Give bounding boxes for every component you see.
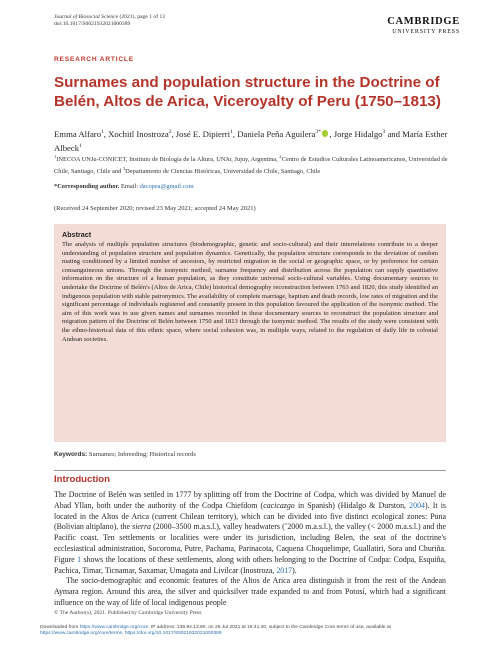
- cambridge-core-link[interactable]: https://www.cambridge.org/core: [79, 625, 149, 630]
- author-name: Daniela Peña Aguilera: [237, 128, 316, 139]
- citation-link[interactable]: 2004: [409, 500, 425, 510]
- author-name: María Esther Albeck: [54, 128, 448, 153]
- author-separator: ,: [171, 128, 176, 139]
- section-divider: [54, 470, 446, 471]
- article-title: Surnames and population structure in the Doctrine of Belén, Altos de Arica, Viceroyalty of Peru (1750–1813): [54, 74, 441, 110]
- citation-link[interactable]: 1: [77, 554, 82, 564]
- italic-term: sierra: [132, 522, 151, 532]
- author-name: José E. Dipierri: [175, 128, 231, 139]
- corresponding-label: *Corresponding author.: [54, 183, 120, 190]
- keywords-label: Keywords:: [54, 451, 88, 458]
- download-text-2: . IP address: 138.94.13.80, on 26 Jul 2021 at 15:41:40, subject to the Cambridge Core terms of use, available at: [148, 625, 391, 630]
- journal-meta: (2021), page 1 of 13: [118, 14, 166, 20]
- paragraph-text: ). It is located in the Altos de Arica (current Chilean territory), which can be divided into five distinct ecological zones: Puna (Bolivian altiplano), the: [54, 500, 446, 532]
- download-text-3: .: [122, 631, 125, 637]
- keywords: [54, 451, 196, 458]
- doi-link[interactable]: https://doi.org/10.1017/S0021932021000389: [124, 631, 222, 637]
- copyright-notice: © The Author(s), 2021. Published by Cambridge University Press: [54, 610, 202, 616]
- email-link[interactable]: dacopea@gmail.com: [139, 183, 194, 190]
- author-name: Emma Alfaro: [54, 128, 102, 139]
- publisher-logo-line1: CAMBRIDGE: [387, 16, 460, 27]
- paragraph-text: shows the locations of these settlements, along with others belonging to the Doctrine of Codpa: Codpa, Esquiña, Pachica, Timar, Ticnamar, Saxamar, Umagata and Livilcar (Inostroza,: [54, 554, 446, 575]
- author-name: Xochitl Inostroza: [108, 128, 169, 139]
- publisher-logo: [387, 17, 460, 35]
- author-separator: ,: [103, 128, 109, 139]
- corresponding-author: [54, 183, 194, 191]
- paragraph-text: in Spanish) (Hidalgo & Durston,: [294, 500, 410, 510]
- download-notice: [40, 625, 460, 638]
- author-list: [54, 126, 454, 154]
- author-affiliation-mark: 3: [382, 129, 386, 135]
- author-affiliation-mark: 3*: [315, 129, 321, 135]
- affiliations: [54, 153, 452, 176]
- download-text-1: Downloaded from: [40, 625, 80, 630]
- paragraph-text: The Doctrine of Belén was settled in 1777 by splitting off from the Doctrine of Codpa, which was divided by Manuel de Abad Yllan, both under the authority of the Codpa Chiefdom (: [54, 490, 446, 510]
- author-affiliation-mark: 1: [101, 129, 104, 135]
- article-type: RESEARCH ARTICLE: [54, 56, 134, 63]
- author-affiliation-mark: 1: [79, 142, 82, 149]
- affiliation-mark: 1: [54, 154, 57, 159]
- abstract-heading: Abstract: [62, 230, 92, 239]
- journal-doi[interactable]: doi:10.1017/S0021932021000389: [54, 21, 131, 27]
- terms-link[interactable]: https://www.cambridge.org/core/terms: [40, 631, 123, 637]
- email-label: Email:: [119, 183, 140, 190]
- paragraph-text: (2000–3500 m.a.s.l.), valley headwaters (˜2000 m.a.s.l.), the valley (< 2000 m.a.s.l.) and the Pacific coast. Ten settlements or localities were under its jurisdiction, including Belen, the seat of the doctrine's ecclesiastical administration, Socoroma, Putre, Pachama, Parinacota, Caquena Choquelimpe, Guallatiri, Sora and Churiña. Figure: [54, 522, 447, 564]
- author-affiliation-mark: 1: [230, 129, 233, 135]
- affiliation-mark: 3: [122, 165, 126, 171]
- italic-term: cacicazgo: [263, 500, 295, 510]
- affiliation-mark: 2: [279, 154, 282, 159]
- journal-name: Journal of Biosocial Science: [54, 14, 119, 20]
- affiliation-text: Centro de Estudios Culturales Latinoamericanos, Universidad de Chile, Santiago, Chile and: [54, 156, 448, 175]
- paragraph-text: ).: [292, 565, 297, 575]
- author-name: Jorge Hidalgo: [333, 128, 383, 139]
- publisher-logo-line2: UNIVERSITY PRESS: [392, 28, 460, 35]
- affiliation-text: INECOA UNJu-CONICET, Instituto de Biología de la Altura, UNJu, Jujuy, Argentina,: [56, 156, 280, 164]
- introduction-paragraph-2: The socio-demographic and economic features of the Altos de Arica area distinguish it from the rest of the Andean Aymara region. Around this area, the silver and quicksilver trade expanded to and from Potosí, which had a significant influence on the way of life of local indigenous people: [54, 576, 446, 607]
- abstract-text: The analysis of multiple population structures (biodemographic, genetic and socio-cultural) and their interrelations contribute to a deeper understanding of population structure and population dynamics. Genetically, the population structure corresponds to the deviation of random mating conditioned by a limited number of ancestors, by restricted migration in the social or geographic space, or by preference for certain consanguineous unions. Through the isonymic method, surname frequency and distribution across the population can supply quantitative information on the structure of a human population, as they constitute universal socio-cultural variables. Using documentary sources to undertake the Doctrine of Belén's (Altos de Arica, Chile) historical demography reconstruction between 1763 and 1820, this study identified an indigenous population with stable patronymics. The availability of complete marriage, baptism and death records, low rates of migration and the significant percentage of individuals registered and constantly present in this population favoured the application of the isonymic method. The aim of this work was to use given names and surnames recorded in these documentary sources to reconstruct the population structure and migration pattern of the Doctrine of Belén between 1750 and 1813 through the isonymic method. The results of the study were consistent with the ethno-historical data of this ethnic space, where social cohesion was, in multiple ways, related to the regulation of daily life in colonial Andean societies.: [62, 241, 438, 343]
- keywords-text: Surnames; Inbreeding; Historical records: [87, 451, 196, 458]
- author-separator: ,: [329, 128, 334, 139]
- journal-citation: [54, 14, 165, 28]
- introduction-body: [54, 490, 446, 609]
- citation-link[interactable]: 2017: [276, 565, 293, 575]
- author-affiliation-mark: 2: [168, 129, 172, 135]
- affiliation-text: Departamento de Ciencias Históricas, Universidad de Chile, Santiago, Chile: [125, 167, 321, 175]
- introduction-paragraph-1: [54, 490, 446, 576]
- author-separator: and: [385, 128, 403, 139]
- orcid-icon[interactable]: [322, 130, 329, 137]
- received-dates: (Received 24 September 2020; revised 23 May 2021; accepted 24 May 2021): [54, 205, 256, 212]
- abstract-box: [54, 224, 446, 442]
- introduction-heading: Introduction: [54, 474, 110, 485]
- author-separator: ,: [232, 128, 238, 139]
